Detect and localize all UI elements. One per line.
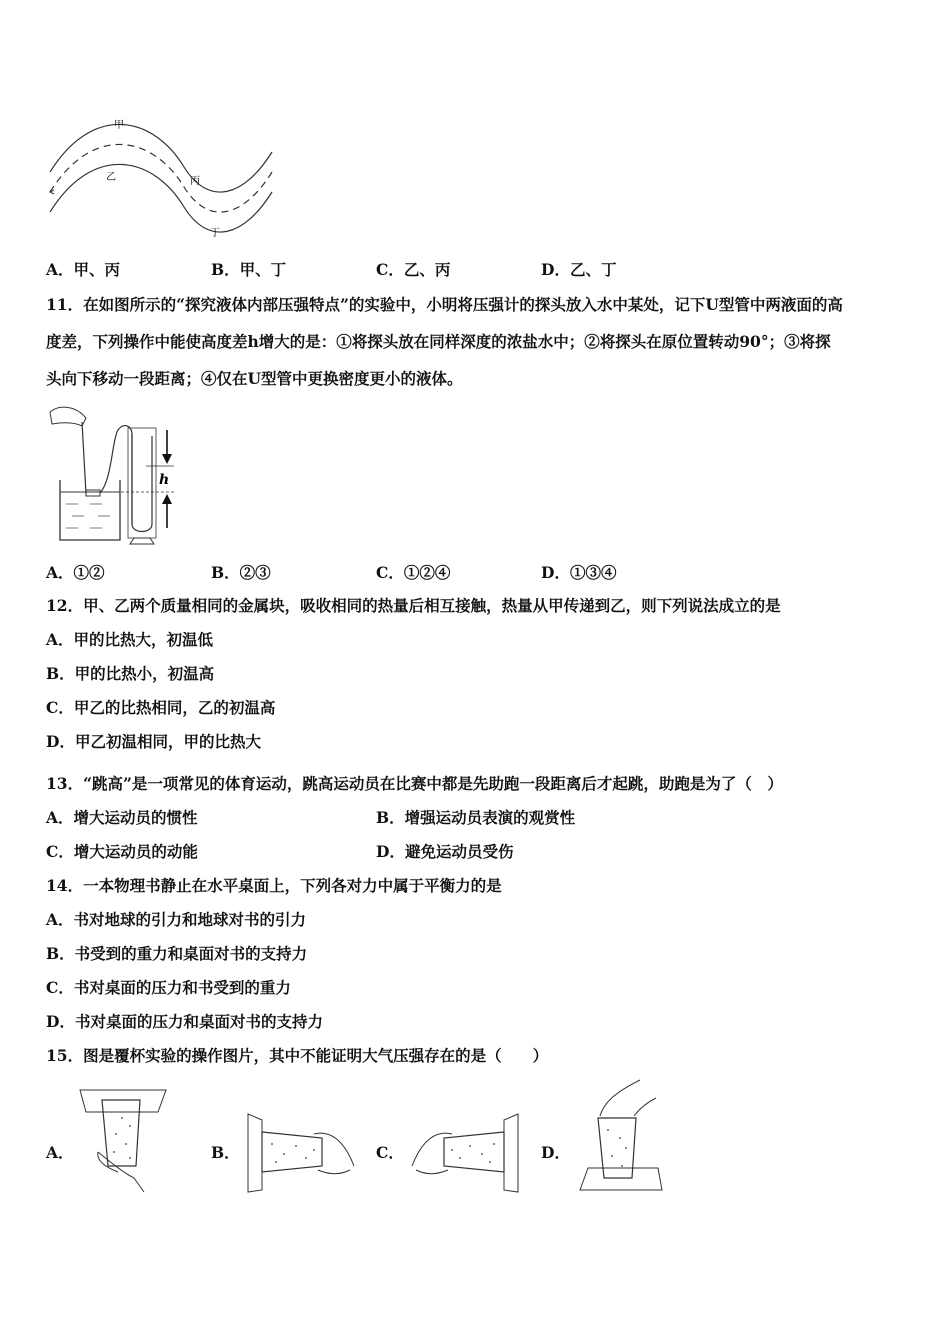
q15-stem: 15．图是覆杯实验的操作图片，其中不能证明大气压强存在的是（ ） bbox=[46, 1046, 549, 1065]
label-yi: 乙 bbox=[106, 172, 116, 183]
q12-option-a[interactable]: A．甲的比热大，初温低 bbox=[46, 630, 214, 649]
q11-option-d[interactable]: D．①③④ bbox=[541, 563, 617, 582]
q12-option-c[interactable]: C．甲乙的比热相同，乙的初温高 bbox=[46, 698, 276, 717]
q11-option-c[interactable]: C．①②④ bbox=[376, 563, 451, 582]
cup-inverted-figure-a bbox=[78, 1082, 168, 1194]
q12-option-b[interactable]: B．甲的比热小，初温高 bbox=[46, 664, 215, 683]
cup-upright-figure-d bbox=[574, 1078, 666, 1194]
label-ding: 丁 bbox=[210, 228, 220, 239]
q11-stem-line2: 度差，下列操作中能使高度差h增大的是：①将探头放在同样深度的浓盐水中；②将探头在原位置转动90°；③将探 bbox=[46, 332, 831, 351]
q11-pressure-gauge-figure bbox=[46, 400, 186, 545]
label-jia: 甲 bbox=[114, 120, 124, 131]
q14-stem: 14．一本物理书静止在水平桌面上，下列各对力中属于平衡力的是 bbox=[46, 876, 502, 895]
q12-option-d[interactable]: D．甲乙初温相同，甲的比热大 bbox=[46, 732, 261, 751]
q14-option-c[interactable]: C．书对桌面的压力和书受到的重力 bbox=[46, 978, 291, 997]
pressure-gauge-diagram bbox=[46, 400, 186, 545]
q11-stem-line1: 11．在如图所示的“探究液体内部压强特点”的实验中，小明将压强计的探头放入水中某处，记下U型管中两液面的高 bbox=[46, 295, 843, 314]
label-bing: 丙 bbox=[190, 176, 200, 187]
q14-option-d[interactable]: D．书对桌面的压力和桌面对书的支持力 bbox=[46, 1012, 323, 1031]
q11-option-a[interactable]: A．①② bbox=[46, 563, 105, 582]
q13-option-c[interactable]: C．增大运动员的动能 bbox=[46, 842, 198, 861]
q15-option-b[interactable]: B． bbox=[211, 1143, 240, 1162]
q15-figure-a bbox=[78, 1082, 168, 1194]
q15-option-d[interactable]: D． bbox=[541, 1143, 570, 1162]
q15-figure-c bbox=[406, 1110, 522, 1194]
q12-stem: 12．甲、乙两个质量相同的金属块，吸收相同的热量后相互接触，热量从甲传递到乙，则下列说法成立的是 bbox=[46, 596, 781, 615]
q10-option-d[interactable]: D．乙、丁 bbox=[541, 260, 617, 279]
q15-figure-d bbox=[574, 1078, 666, 1194]
q13-option-b[interactable]: B．增强运动员表演的观赏性 bbox=[376, 808, 576, 827]
q14-option-b[interactable]: B．书受到的重力和桌面对书的支持力 bbox=[46, 944, 308, 963]
q10-river-figure bbox=[44, 112, 284, 244]
q15-option-c[interactable]: C． bbox=[376, 1143, 404, 1162]
q11-stem-line3: 头向下移动一段距离；④仅在U型管中更换密度更小的液体。 bbox=[46, 369, 463, 388]
q10-option-c[interactable]: C．乙、丙 bbox=[376, 260, 451, 279]
q15-figure-b bbox=[244, 1110, 360, 1194]
river-diagram bbox=[44, 112, 284, 244]
q14-option-a[interactable]: A．书对地球的引力和地球对书的引力 bbox=[46, 910, 307, 929]
cup-sideways-figure-c bbox=[406, 1110, 522, 1194]
q10-option-a[interactable]: A．甲、丙 bbox=[46, 260, 121, 279]
label-h: h bbox=[159, 472, 170, 488]
q13-stem: 13．“跳高”是一项常见的体育运动，跳高运动员在比赛中都是先助跑一段距离后才起跳，助跑是为了（ ） bbox=[46, 774, 783, 793]
q13-option-d[interactable]: D．避免运动员受伤 bbox=[376, 842, 514, 861]
cup-sideways-figure-b bbox=[244, 1110, 360, 1194]
q10-option-b[interactable]: B．甲、丁 bbox=[211, 260, 287, 279]
q11-option-b[interactable]: B．②③ bbox=[211, 563, 271, 582]
q15-option-a[interactable]: A． bbox=[46, 1143, 74, 1162]
q13-option-a[interactable]: A．增大运动员的惯性 bbox=[46, 808, 198, 827]
